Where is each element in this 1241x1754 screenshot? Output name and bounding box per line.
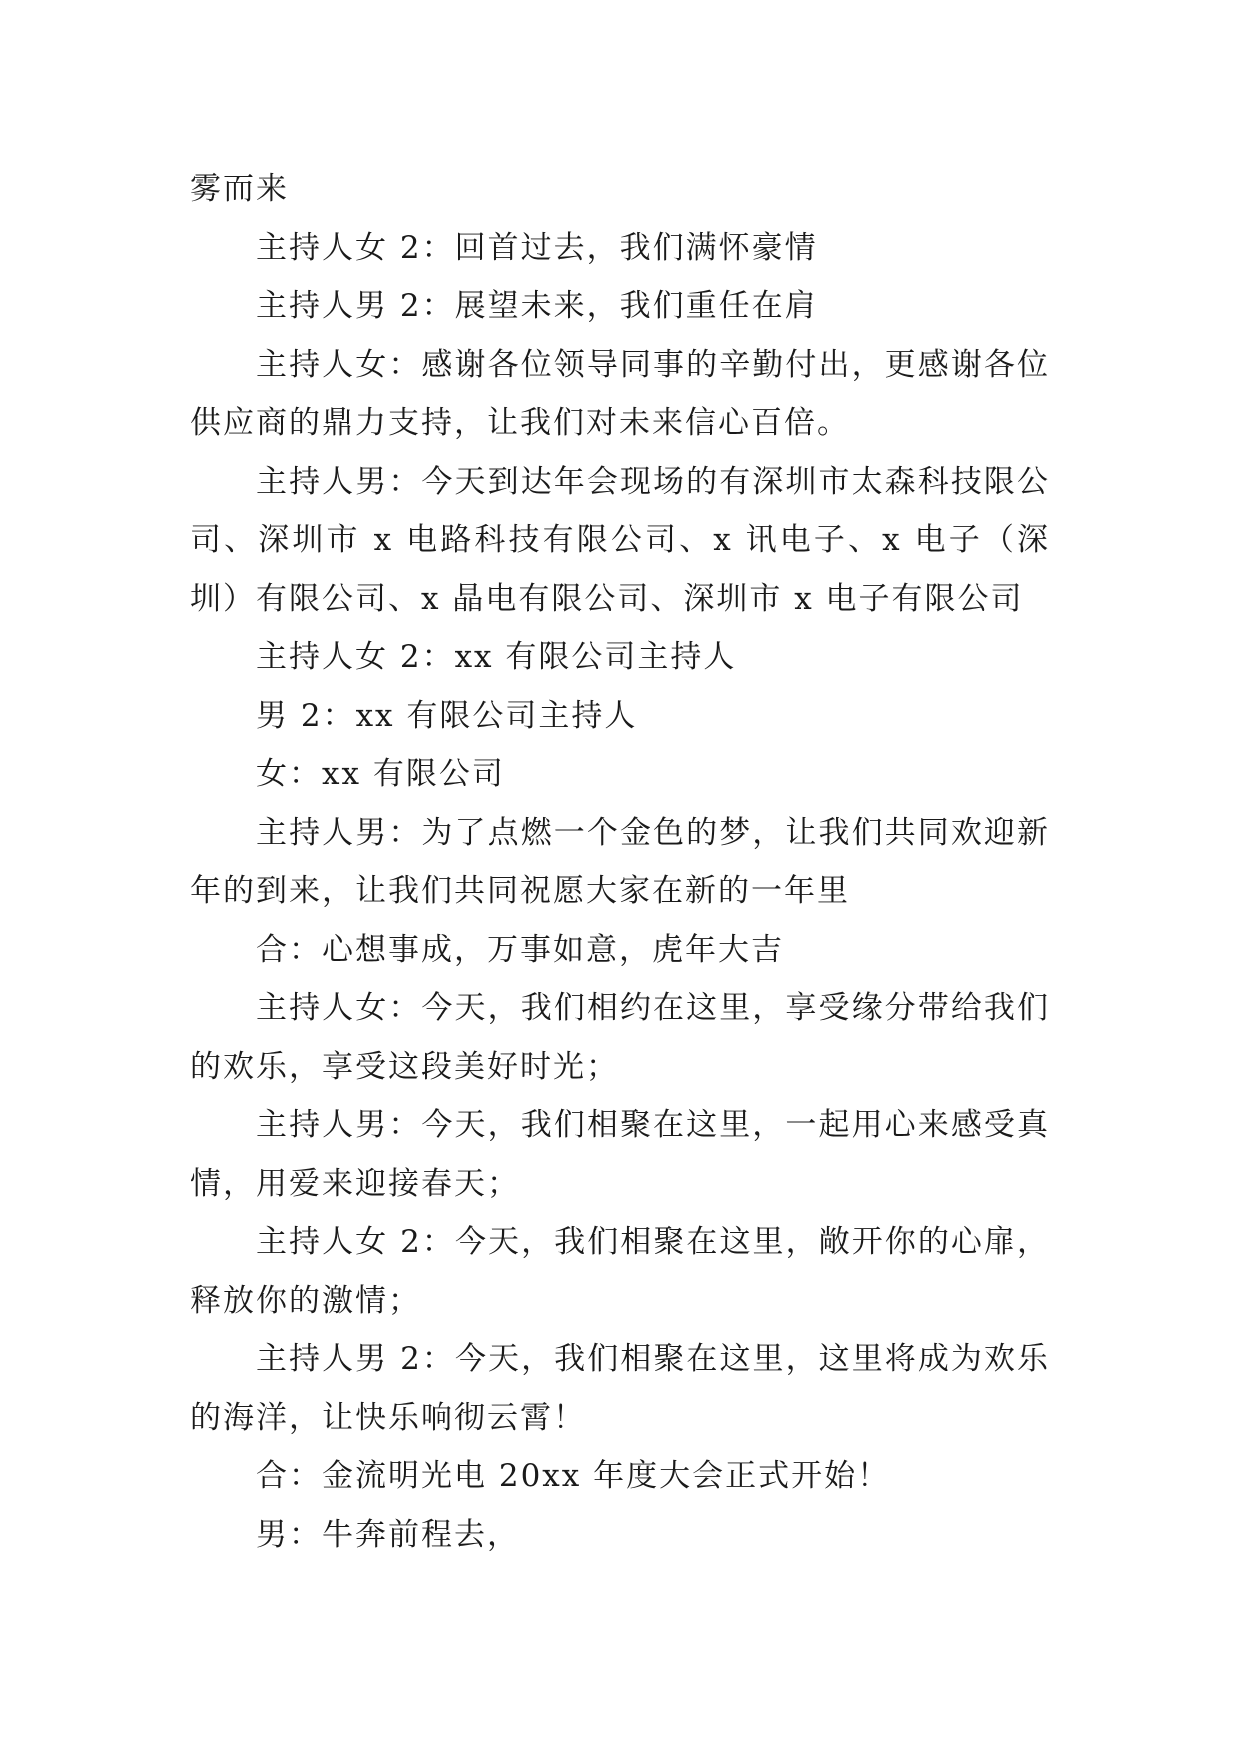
paragraph: 合：心想事成，万事如意，虎年大吉 [256,931,784,968]
paragraph: 主持人男 2：今天，我们相聚在这里，这里将成为欢乐的海洋，让快乐响彻云霄！ [190,1341,1050,1436]
paragraph: 合：金流明光电 20xx 年度大会正式开始！ [256,1458,891,1494]
document-body [190,160,1050,1564]
paragraph: 主持人男 2：展望未来，我们重任在肩 [256,288,818,324]
paragraph: 主持人女：感谢各位领导同事的辛勤付出，更感谢各位供应商的鼎力支持，让我们对未来信心百倍。 [190,346,1050,441]
paragraph: 主持人女 2：回首过去，我们满怀豪情 [256,229,818,266]
paragraph: 主持人女 2：今天，我们相聚在这里，敞开你的心扉，释放你的激情； [190,1224,1050,1319]
paragraph: 男 2：xx 有限公司主持人 [256,697,638,734]
paragraph: 主持人女 2：xx 有限公司主持人 [256,639,737,675]
paragraph: 主持人男：为了点燃一个金色的梦，让我们共同欢迎新年的到来，让我们共同祝愿大家在新的一年里 [190,814,1050,909]
paragraph: 主持人男：今天，我们相聚在这里，一起用心来感受真情，用爱来迎接春天； [190,1107,1050,1202]
paragraph: 女：xx 有限公司 [256,756,505,792]
paragraph: 男：牛奔前程去， [256,1516,520,1553]
paragraph: 主持人女：今天，我们相约在这里，享受缘分带给我们的欢乐，享受这段美好时光； [190,990,1050,1085]
paragraph: 雾而来 [190,171,289,207]
paragraph: 主持人男：今天到达年会现场的有深圳市太森科技限公司、深圳市 x 电路科技有限公司、x 讯电子、x 电子（深圳）有限公司、x 晶电有限公司、深圳市 x 电子有限公司 [190,463,1050,617]
